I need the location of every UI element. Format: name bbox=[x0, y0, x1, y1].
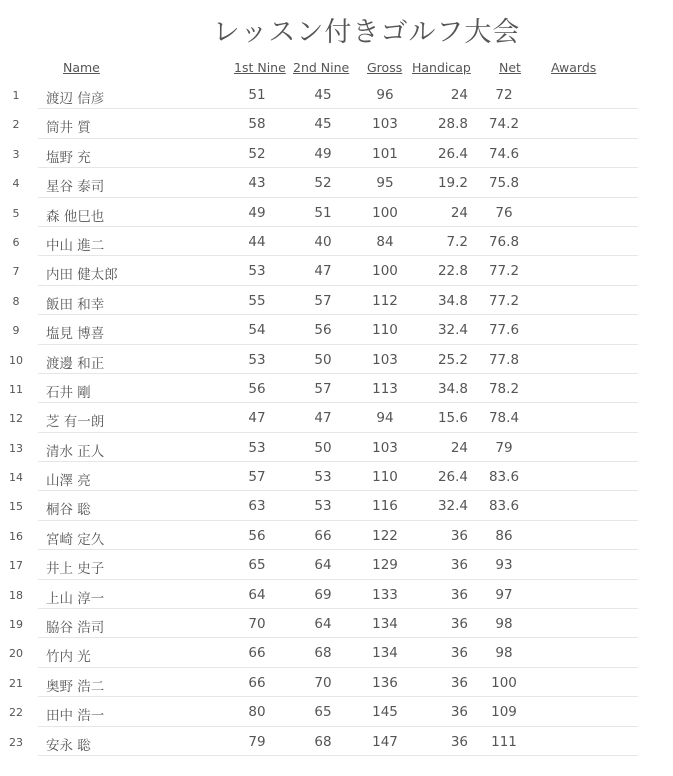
rank-cell: 22 bbox=[9, 706, 23, 720]
net-cell: 74.6 bbox=[488, 145, 520, 162]
gross-cell: 147 bbox=[372, 733, 398, 750]
rank-cell: 7 bbox=[12, 265, 20, 279]
results-table bbox=[0, 80, 673, 756]
net-cell: 72 bbox=[495, 87, 513, 103]
gross-cell: 94 bbox=[376, 410, 394, 427]
second-nine-cell: 64 bbox=[314, 616, 332, 633]
second-nine-cell: 64 bbox=[314, 557, 332, 574]
second-nine-cell: 47 bbox=[314, 263, 332, 280]
table-row bbox=[0, 109, 673, 138]
net-cell: 93 bbox=[495, 557, 513, 574]
header-gross: Gross bbox=[367, 60, 403, 75]
net-cell: 75.8 bbox=[488, 175, 520, 192]
name-cell: 筒井 質 bbox=[46, 120, 91, 137]
name-cell: 宮崎 定久 bbox=[46, 531, 105, 548]
second-nine-cell: 49 bbox=[314, 145, 332, 162]
second-nine-cell: 65 bbox=[314, 704, 332, 721]
name-cell: 竹内 光 bbox=[46, 649, 91, 666]
name-cell: 塩見 博喜 bbox=[46, 326, 105, 343]
row-divider bbox=[38, 755, 638, 756]
rank-cell: 8 bbox=[12, 294, 20, 308]
first-nine-cell: 79 bbox=[248, 733, 266, 750]
second-nine-cell: 70 bbox=[314, 674, 332, 691]
name-cell: 田中 浩一 bbox=[46, 708, 105, 725]
gross-cell: 133 bbox=[372, 586, 398, 603]
second-nine-cell: 45 bbox=[314, 116, 332, 133]
second-nine-cell: 47 bbox=[314, 410, 332, 427]
name-cell: 森 他巳也 bbox=[46, 208, 105, 225]
first-nine-cell: 63 bbox=[248, 498, 266, 515]
rank-cell: 23 bbox=[9, 735, 23, 749]
gross-cell: 103 bbox=[372, 351, 398, 368]
gross-cell: 122 bbox=[372, 527, 398, 544]
handicap-cell: 32.4 bbox=[437, 498, 468, 515]
rank-cell: 5 bbox=[12, 206, 20, 220]
rank-cell: 14 bbox=[9, 471, 23, 485]
name-cell: 上山 淳一 bbox=[46, 590, 105, 607]
name-cell: 桐谷 聡 bbox=[46, 502, 91, 519]
gross-cell: 145 bbox=[372, 704, 398, 721]
first-nine-cell: 56 bbox=[248, 527, 266, 544]
handicap-cell: 36 bbox=[450, 733, 468, 750]
net-cell: 98 bbox=[495, 616, 513, 633]
rank-cell: 4 bbox=[12, 177, 20, 191]
handicap-cell: 28.8 bbox=[437, 116, 468, 133]
table-row bbox=[0, 403, 673, 432]
name-cell: 飯田 和幸 bbox=[46, 296, 105, 313]
table-row bbox=[0, 286, 673, 315]
rank-cell: 10 bbox=[9, 353, 23, 367]
net-cell: 111 bbox=[491, 733, 517, 750]
second-nine-cell: 57 bbox=[314, 292, 332, 309]
first-nine-cell: 64 bbox=[248, 586, 266, 603]
second-nine-cell: 51 bbox=[314, 204, 332, 221]
gross-cell: 103 bbox=[372, 439, 398, 456]
rank-cell: 20 bbox=[9, 647, 23, 661]
gross-cell: 116 bbox=[372, 498, 398, 515]
rank-cell: 19 bbox=[9, 618, 23, 632]
name-cell: 井上 史子 bbox=[46, 561, 105, 578]
first-nine-cell: 55 bbox=[248, 292, 266, 309]
first-nine-cell: 52 bbox=[248, 145, 266, 162]
rank-cell: 9 bbox=[12, 324, 20, 338]
table-row bbox=[0, 550, 673, 579]
gross-cell: 100 bbox=[372, 263, 398, 280]
gross-cell: 136 bbox=[372, 674, 398, 691]
handicap-cell: 24 bbox=[450, 439, 468, 456]
first-nine-cell: 66 bbox=[248, 674, 266, 691]
name-cell: 芝 有一朗 bbox=[46, 414, 105, 431]
handicap-cell: 36 bbox=[450, 586, 468, 603]
first-nine-cell: 54 bbox=[248, 322, 266, 339]
rank-cell: 11 bbox=[9, 382, 23, 396]
rank-cell: 3 bbox=[12, 147, 20, 161]
handicap-cell: 34.8 bbox=[437, 380, 468, 397]
first-nine-cell: 70 bbox=[248, 616, 266, 633]
header-name: Name bbox=[63, 60, 100, 75]
handicap-cell: 26.4 bbox=[437, 145, 468, 162]
gross-cell: 113 bbox=[372, 380, 398, 397]
net-cell: 78.4 bbox=[488, 410, 520, 427]
name-cell: 脇谷 浩司 bbox=[46, 620, 105, 637]
handicap-cell: 36 bbox=[450, 704, 468, 721]
second-nine-cell: 66 bbox=[314, 527, 332, 544]
handicap-cell: 34.8 bbox=[437, 292, 468, 309]
rank-cell: 6 bbox=[12, 235, 20, 249]
first-nine-cell: 47 bbox=[248, 410, 266, 427]
gross-cell: 103 bbox=[372, 116, 398, 133]
rank-cell: 18 bbox=[9, 588, 23, 602]
handicap-cell: 25.2 bbox=[437, 351, 468, 368]
second-nine-cell: 56 bbox=[314, 322, 332, 339]
net-cell: 83.6 bbox=[488, 498, 520, 515]
name-cell: 山澤 亮 bbox=[46, 473, 91, 490]
gross-cell: 112 bbox=[372, 292, 398, 309]
second-nine-cell: 57 bbox=[314, 380, 332, 397]
handicap-cell: 26.4 bbox=[437, 469, 468, 486]
page-title: レッスン付きゴルフ大会 bbox=[212, 17, 521, 48]
table-row bbox=[0, 139, 673, 168]
handicap-cell: 36 bbox=[450, 674, 468, 691]
net-cell: 74.2 bbox=[488, 116, 520, 133]
name-cell: 塩野 充 bbox=[46, 149, 91, 166]
name-cell: 星谷 泰司 bbox=[46, 179, 105, 196]
gross-cell: 84 bbox=[376, 233, 394, 250]
rank-cell: 12 bbox=[9, 412, 23, 426]
gross-cell: 96 bbox=[376, 87, 394, 103]
table-row bbox=[0, 227, 673, 256]
table-row bbox=[0, 609, 673, 638]
table-row bbox=[0, 433, 673, 462]
gross-cell: 134 bbox=[372, 616, 398, 633]
net-cell: 76 bbox=[495, 204, 513, 221]
second-nine-cell: 52 bbox=[314, 175, 332, 192]
handicap-cell: 22.8 bbox=[437, 263, 468, 280]
header-awards: Awards bbox=[551, 60, 597, 75]
gross-cell: 134 bbox=[372, 645, 398, 662]
table-row bbox=[0, 80, 673, 109]
name-cell: 安永 聡 bbox=[46, 737, 91, 754]
table-row bbox=[0, 315, 673, 344]
rank-cell: 2 bbox=[12, 118, 20, 132]
handicap-cell: 15.6 bbox=[437, 410, 468, 427]
net-cell: 100 bbox=[491, 674, 517, 691]
first-nine-cell: 66 bbox=[248, 645, 266, 662]
header-first-nine: 1st Nine bbox=[234, 60, 286, 75]
table-row bbox=[0, 580, 673, 609]
net-cell: 77.2 bbox=[488, 292, 520, 309]
handicap-cell: 19.2 bbox=[437, 175, 468, 192]
first-nine-cell: 57 bbox=[248, 469, 266, 486]
rank-cell: 17 bbox=[9, 559, 23, 573]
first-nine-cell: 49 bbox=[248, 204, 266, 221]
second-nine-cell: 53 bbox=[314, 469, 332, 486]
second-nine-cell: 68 bbox=[314, 733, 332, 750]
second-nine-cell: 50 bbox=[314, 351, 332, 368]
table-row bbox=[0, 374, 673, 403]
name-cell: 渡辺 信彦 bbox=[46, 91, 105, 107]
first-nine-cell: 65 bbox=[248, 557, 266, 574]
second-nine-cell: 68 bbox=[314, 645, 332, 662]
table-row bbox=[0, 521, 673, 550]
gross-cell: 100 bbox=[372, 204, 398, 221]
net-cell: 109 bbox=[491, 704, 517, 721]
name-cell: 渡邊 和正 bbox=[46, 355, 105, 372]
name-cell: 中山 進二 bbox=[46, 237, 105, 254]
header-second-nine: 2nd Nine bbox=[293, 60, 350, 75]
second-nine-cell: 53 bbox=[314, 498, 332, 515]
table-row bbox=[0, 345, 673, 374]
name-cell: 奥野 浩二 bbox=[46, 678, 105, 695]
net-cell: 83.6 bbox=[488, 469, 520, 486]
first-nine-cell: 53 bbox=[248, 439, 266, 456]
second-nine-cell: 69 bbox=[314, 586, 332, 603]
table-row bbox=[0, 168, 673, 197]
rank-cell: 21 bbox=[9, 676, 23, 690]
header-net: Net bbox=[499, 60, 521, 75]
first-nine-cell: 43 bbox=[248, 175, 266, 192]
gross-cell: 95 bbox=[376, 175, 394, 192]
table-row bbox=[0, 462, 673, 491]
name-cell: 内田 健太郎 bbox=[46, 267, 118, 284]
rank-cell: 1 bbox=[12, 89, 20, 102]
table-row bbox=[0, 668, 673, 697]
first-nine-cell: 56 bbox=[248, 380, 266, 397]
net-cell: 78.2 bbox=[488, 380, 520, 397]
net-cell: 77.2 bbox=[488, 263, 520, 280]
rank-cell: 15 bbox=[9, 500, 23, 514]
table-row bbox=[0, 638, 673, 667]
name-cell: 石井 剛 bbox=[46, 384, 91, 401]
handicap-cell: 32.4 bbox=[437, 322, 468, 339]
second-nine-cell: 50 bbox=[314, 439, 332, 456]
table-row bbox=[0, 256, 673, 285]
second-nine-cell: 40 bbox=[314, 233, 332, 250]
handicap-cell: 36 bbox=[450, 616, 468, 633]
rank-cell: 16 bbox=[9, 529, 23, 543]
first-nine-cell: 53 bbox=[248, 351, 266, 368]
table-row bbox=[0, 697, 673, 726]
handicap-cell: 24 bbox=[450, 87, 468, 103]
first-nine-cell: 53 bbox=[248, 263, 266, 280]
net-cell: 76.8 bbox=[488, 233, 520, 250]
net-cell: 77.6 bbox=[488, 322, 520, 339]
header-handicap: Handicap bbox=[412, 60, 471, 75]
table-row bbox=[0, 198, 673, 227]
name-cell: 清水 正人 bbox=[46, 443, 105, 460]
gross-cell: 110 bbox=[372, 322, 398, 339]
handicap-cell: 36 bbox=[450, 557, 468, 574]
gross-cell: 129 bbox=[372, 557, 398, 574]
second-nine-cell: 45 bbox=[314, 87, 332, 103]
gross-cell: 101 bbox=[372, 145, 398, 162]
table-row bbox=[0, 491, 673, 520]
table-row bbox=[0, 727, 673, 756]
rank-cell: 13 bbox=[9, 441, 23, 455]
handicap-cell: 36 bbox=[450, 645, 468, 662]
handicap-cell: 24 bbox=[450, 204, 468, 221]
net-cell: 97 bbox=[495, 586, 513, 603]
handicap-cell: 7.2 bbox=[446, 233, 468, 250]
first-nine-cell: 51 bbox=[248, 87, 266, 103]
first-nine-cell: 44 bbox=[248, 233, 266, 250]
first-nine-cell: 80 bbox=[248, 704, 266, 721]
net-cell: 77.8 bbox=[488, 351, 520, 368]
net-cell: 79 bbox=[495, 439, 513, 456]
handicap-cell: 36 bbox=[450, 527, 468, 544]
net-cell: 98 bbox=[495, 645, 513, 662]
first-nine-cell: 58 bbox=[248, 116, 266, 133]
net-cell: 86 bbox=[495, 527, 513, 544]
gross-cell: 110 bbox=[372, 469, 398, 486]
